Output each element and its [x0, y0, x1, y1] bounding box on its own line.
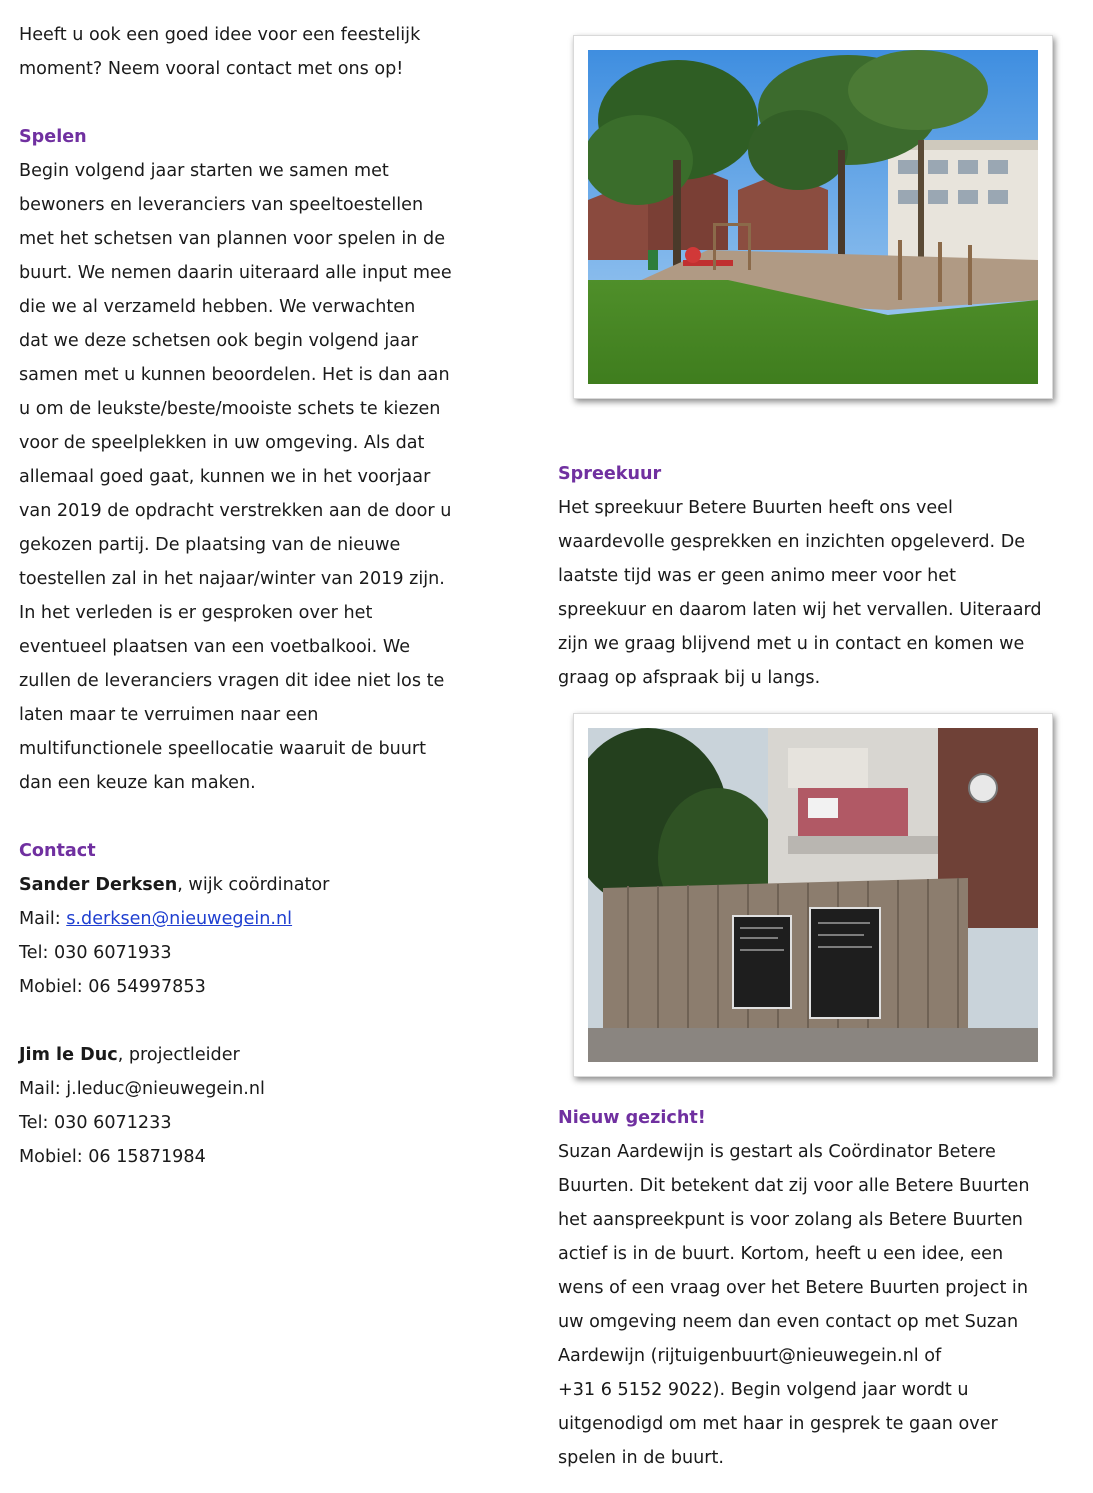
- contact-heading: Contact: [19, 841, 96, 861]
- spelen-heading: Spelen: [19, 127, 87, 147]
- intro-line: moment? Neem vooral contact met ons op!: [19, 59, 404, 79]
- intro-line: Heeft u ook een goed idee voor een feestelijk: [19, 25, 421, 45]
- spreekuur-line: spreekuur en daarom laten wij het vervallen. Uiteraard: [558, 600, 1042, 620]
- spelen-line: toestellen zal in het najaar/winter van 2019 zijn.: [19, 569, 445, 589]
- spreekuur-line: Het spreekuur Betere Buurten heeft ons veel: [558, 498, 953, 518]
- spelen-line: laten maar te verruimen naar een: [19, 705, 319, 725]
- contact-role: , projectleider: [117, 1045, 240, 1065]
- building-fence-image: [588, 728, 1038, 1062]
- spelen-line: Begin volgend jaar starten we samen met: [19, 161, 389, 181]
- playground-photo: [573, 35, 1053, 399]
- nieuw-gezicht-heading: Nieuw gezicht!: [558, 1108, 706, 1128]
- spelen-line: met het schetsen van plannen voor spelen in de: [19, 229, 446, 249]
- contact-name: Sander Derksen: [19, 875, 178, 895]
- nieuw-line: spelen in de buurt.: [558, 1448, 725, 1468]
- spelen-line: buurt. We nemen daarin uiteraard alle input mee: [19, 263, 452, 283]
- nieuw-line: Suzan Aardewijn is gestart als Coördinator Betere: [558, 1142, 996, 1162]
- contact-mail: Mail: j.leduc@nieuwegein.nl: [19, 1079, 265, 1099]
- left-column: [19, 18, 499, 1174]
- contact-tel: Tel: 030 6071233: [19, 1113, 172, 1133]
- nieuw-gezicht-body: [558, 1135, 1078, 1475]
- email-link[interactable]: s.derksen@nieuwegein.nl: [66, 909, 293, 929]
- building-fence-photo: [573, 713, 1053, 1077]
- spelen-line: eventueel plaatsen van een voetbalkooi. We: [19, 637, 411, 657]
- spelen-line: zullen de leveranciers vragen dit idee niet los te: [19, 671, 445, 691]
- spelen-line: gekozen partij. De plaatsing van de nieuwe: [19, 535, 401, 555]
- spelen-line: dat we deze schetsen ook begin volgend jaar: [19, 331, 419, 351]
- nieuw-line: wens of een vraag over het Betere Buurten project in: [558, 1278, 1028, 1298]
- spelen-line: u om de leukste/beste/mooiste schets te kiezen: [19, 399, 441, 419]
- nieuw-line: het aanspreekpunt is voor zolang als Betere Buurten: [558, 1210, 1023, 1230]
- nieuw-line: uw omgeving neem dan even contact op met Suzan: [558, 1312, 1019, 1332]
- contact-role: , wijk coördinator: [177, 875, 330, 895]
- right-column: [558, 457, 1078, 695]
- spelen-line: multifunctionele speellocatie waaruit de buurt: [19, 739, 427, 759]
- contact-mobile: Mobiel: 06 54997853: [19, 977, 206, 997]
- nieuw-line: Aardewijn (rijtuigenbuurt@nieuwegein.nl of: [558, 1346, 942, 1366]
- spelen-line: samen met u kunnen beoordelen. Het is dan aan: [19, 365, 450, 385]
- spreekuur-line: graag op afspraak bij u langs.: [558, 668, 821, 688]
- spelen-line: die we al verzameld hebben. We verwachten: [19, 297, 416, 317]
- contact-mobile: Mobiel: 06 15871984: [19, 1147, 206, 1167]
- spelen-line: bewoners en leveranciers van speeltoestellen: [19, 195, 424, 215]
- spreekuur-heading: Spreekuur: [558, 464, 662, 484]
- nieuw-line: uitgenodigd om met haar in gesprek te gaan over: [558, 1414, 998, 1434]
- spelen-line: van 2019 de opdracht verstrekken aan de door u: [19, 501, 452, 521]
- contact-person-1: [19, 868, 499, 1004]
- playground-image: [588, 50, 1038, 384]
- contact-person-2: [19, 1038, 499, 1174]
- contact-name: Jim le Duc: [19, 1045, 118, 1065]
- spreekuur-line: waardevolle gesprekken en inzichten opgeleverd. De: [558, 532, 1026, 552]
- nieuw-line: +31 6 5152 9022). Begin volgend jaar wordt u: [558, 1380, 969, 1400]
- contact-tel: Tel: 030 6071933: [19, 943, 172, 963]
- nieuw-gezicht-section: [558, 1101, 1078, 1475]
- nieuw-line: Buurten. Dit betekent dat zij voor alle Betere Buurten: [558, 1176, 1030, 1196]
- spelen-line: voor de speelplekken in uw omgeving. Als dat: [19, 433, 425, 453]
- nieuw-line: actief is in de buurt. Kortom, heeft u een idee, een: [558, 1244, 1004, 1264]
- mail-label: Mail:: [19, 909, 67, 929]
- spreekuur-body: [558, 491, 1078, 695]
- spreekuur-line: laatste tijd was er geen animo meer voor het: [558, 566, 956, 586]
- spelen-line: dan een keuze kan maken.: [19, 773, 256, 793]
- spelen-line: In het verleden is er gesproken over het: [19, 603, 373, 623]
- spreekuur-line: zijn we graag blijvend met u in contact en komen we: [558, 634, 1025, 654]
- spelen-body: [19, 154, 499, 800]
- spelen-line: allemaal goed gaat, kunnen we in het voorjaar: [19, 467, 431, 487]
